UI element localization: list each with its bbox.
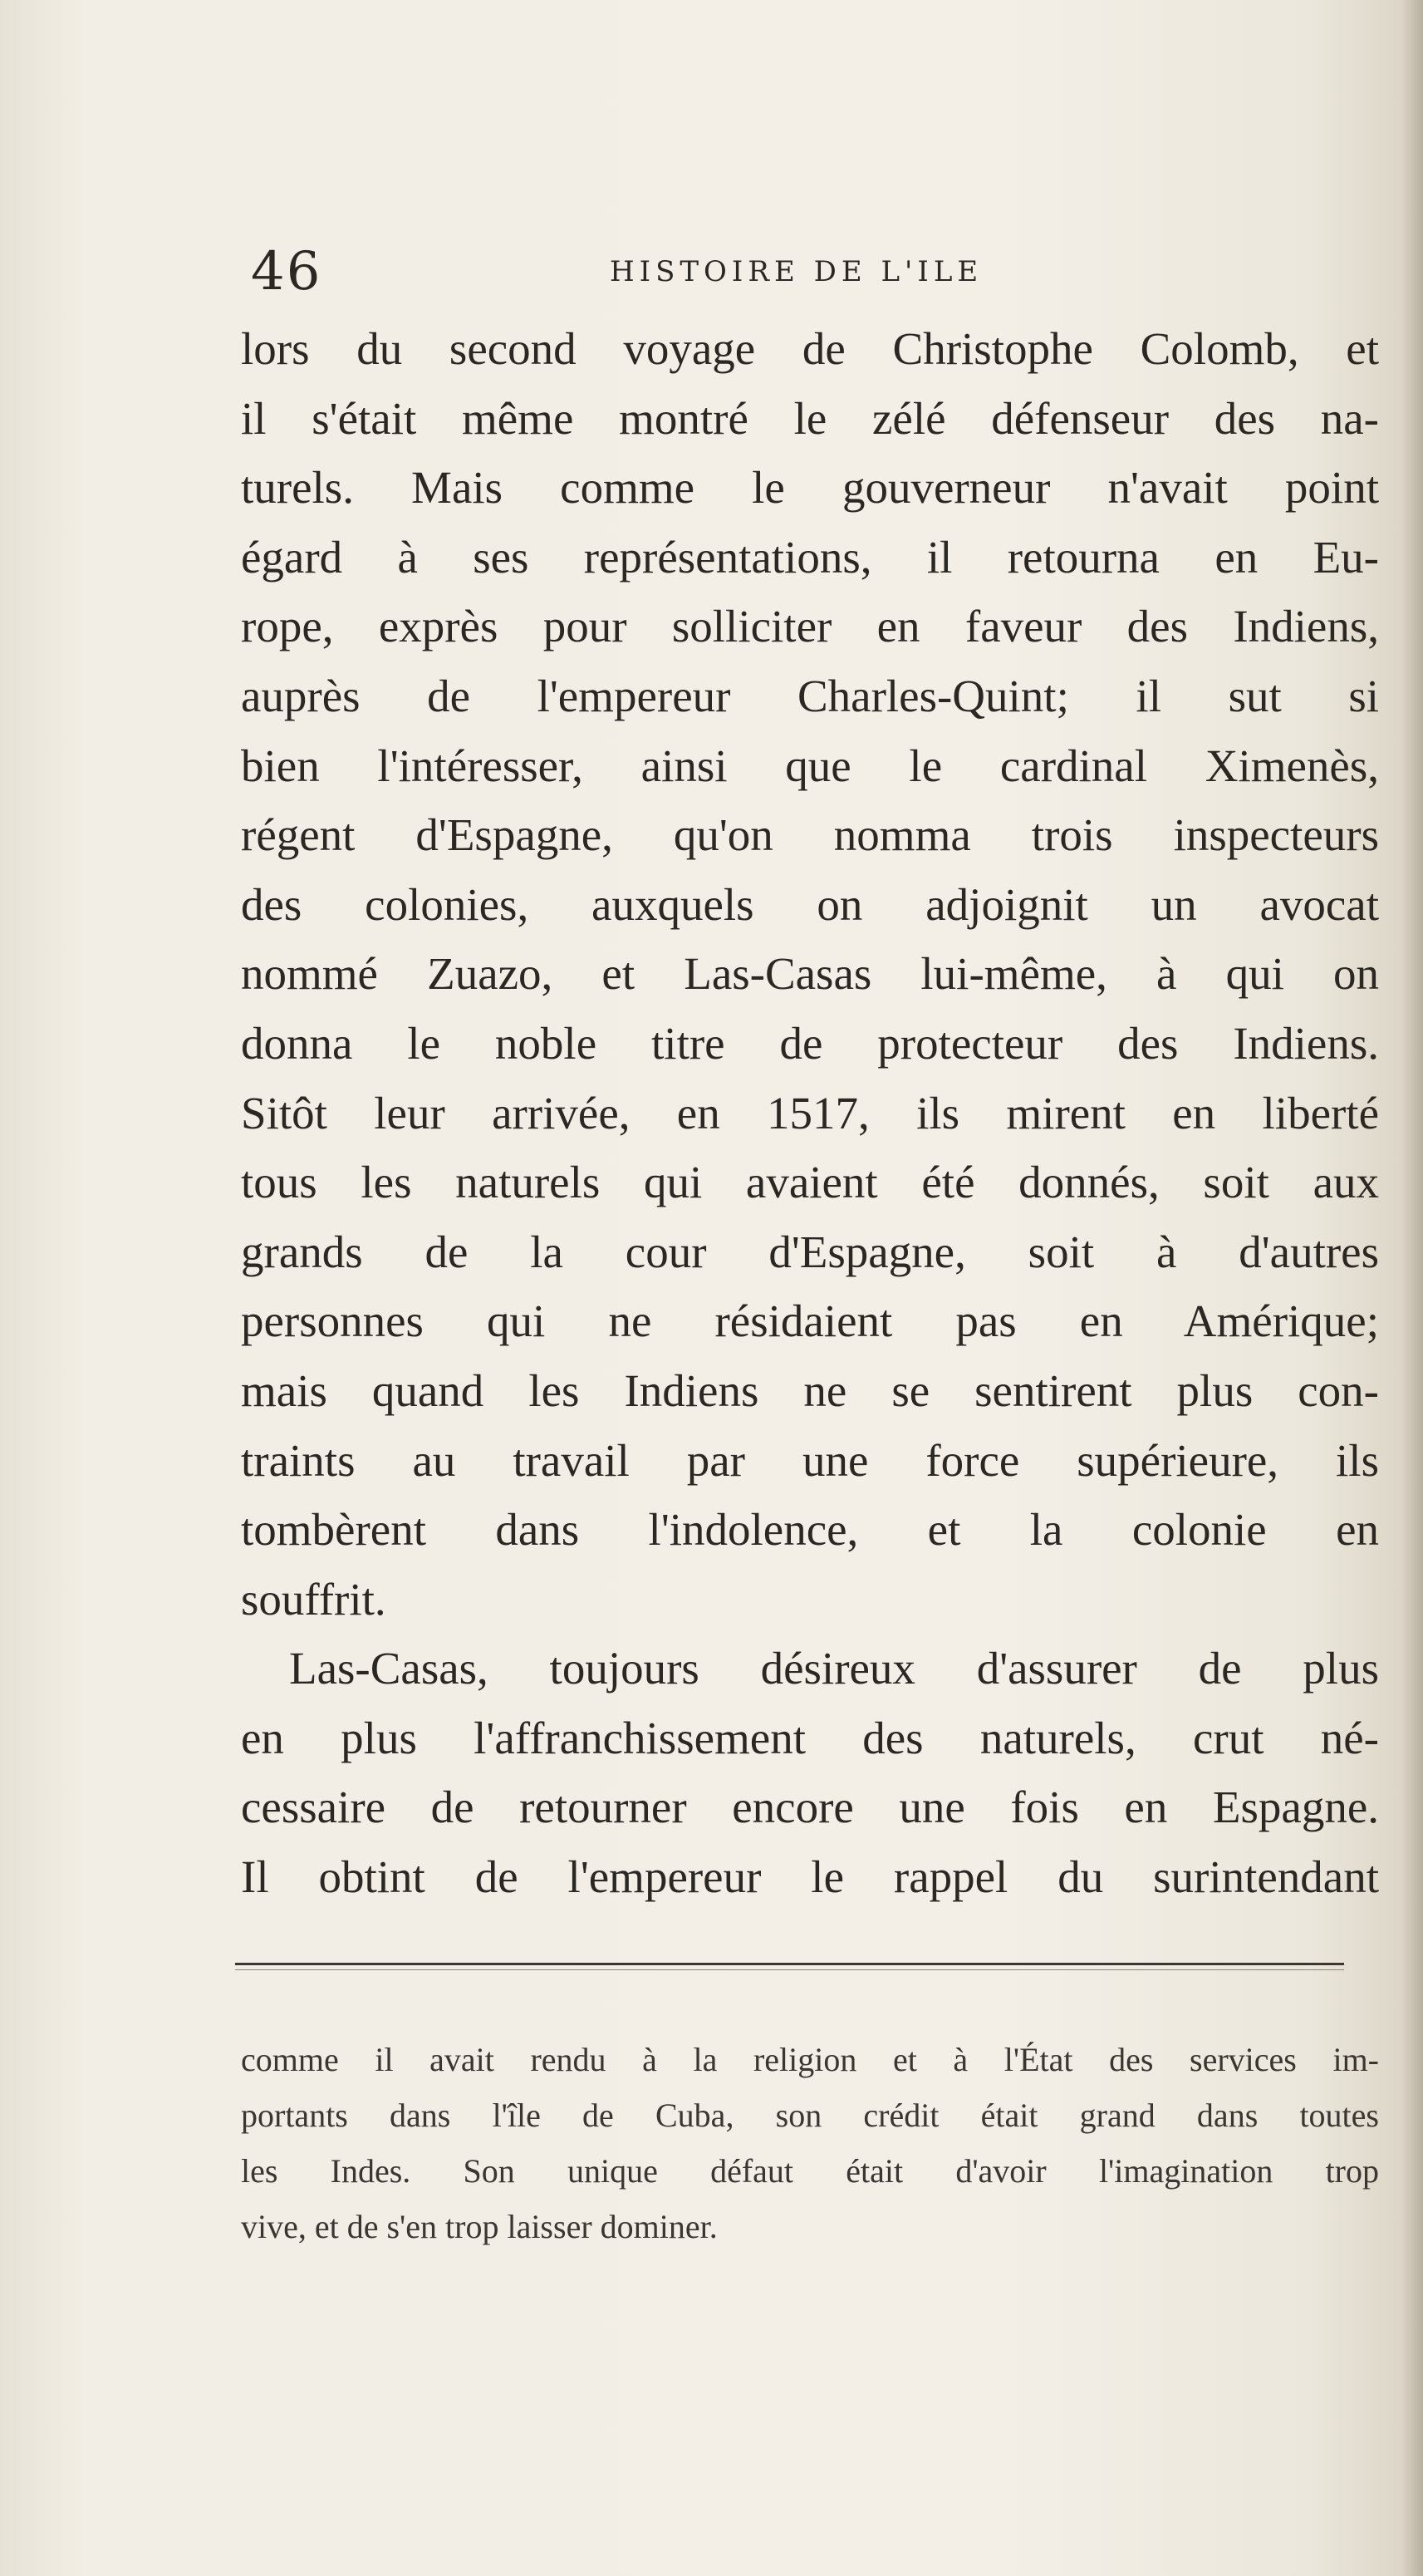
text-line: des colonies, auxquels on adjoignit un avocat — [241, 878, 1379, 930]
text-line: personnes qui ne résidaient pas en Amérique; — [241, 1295, 1379, 1347]
footnote-rule — [235, 1963, 1344, 1965]
text-line: donna le noble titre de protecteur des Indiens. — [241, 1017, 1379, 1069]
text-line: tombèrent dans l'indolence, et la colonie en — [241, 1504, 1379, 1556]
text-line: Il obtint de l'empereur le rappel du surintendant — [241, 1851, 1379, 1903]
text-line: en plus l'affranchissement des naturels, crut né- — [241, 1712, 1379, 1763]
text-line: Sitôt leur arrivée, en 1517, ils mirent en liberté — [241, 1087, 1379, 1138]
text-line-paragraph-start: Las-Casas, toujours désireux d'assurer de plus — [289, 1643, 1379, 1694]
text-line: rope, exprès pour solliciter en faveur des Indiens, — [241, 601, 1379, 652]
text-line-paragraph-end: souffrit. — [241, 1573, 386, 1625]
text-line: mais quand les Indiens ne se sentirent plus con- — [241, 1364, 1379, 1416]
running-head: HISTOIRE DE L'ILE — [610, 255, 984, 288]
text-line: nommé Zuazo, et Las-Casas lui-même, à qui on — [241, 948, 1379, 1000]
footnote-line: vive, et de s'en trop laisser dominer. — [241, 2208, 718, 2245]
page-number: 46 — [251, 241, 322, 302]
text-line: tous les naturels qui avaient été donnés, soit aux — [241, 1157, 1379, 1208]
text-line: cessaire de retourner encore une fois en Espagne. — [241, 1782, 1379, 1833]
text-line: régent d'Espagne, qu'on nomma trois inspecteurs — [241, 809, 1379, 861]
text-line: bien l'intéresser, ainsi que le cardinal Ximenès, — [241, 740, 1379, 791]
main-text — [241, 314, 1379, 1912]
text-line: lors du second voyage de Christophe Colomb, et — [241, 323, 1379, 374]
footnote-line: portants dans l'île de Cuba, son crédit était grand dans toutes — [241, 2097, 1379, 2134]
text-line: égard à ses représentations, il retourna en Eu- — [241, 531, 1379, 583]
text-line: turels. Mais comme le gouverneur n'avait point — [241, 462, 1379, 514]
text-line: grands de la cour d'Espagne, soit à d'autres — [241, 1226, 1379, 1277]
page-header — [251, 234, 1381, 309]
text-line: traints au travail par une force supérieure, ils — [241, 1434, 1379, 1486]
footnote-line: les Indes. Son unique défaut était d'avoir l'imagination trop — [241, 2152, 1379, 2190]
footnote-line: comme il avait rendu à la religion et à l'État des services im- — [241, 2041, 1379, 2078]
text-line: il s'était même montré le zélé défenseur des na- — [241, 392, 1379, 444]
text-line: auprès de l'empereur Charles-Quint; il sut si — [241, 670, 1379, 721]
footnote-rule-thin — [235, 1969, 1344, 1970]
footnote — [241, 2032, 1379, 2254]
